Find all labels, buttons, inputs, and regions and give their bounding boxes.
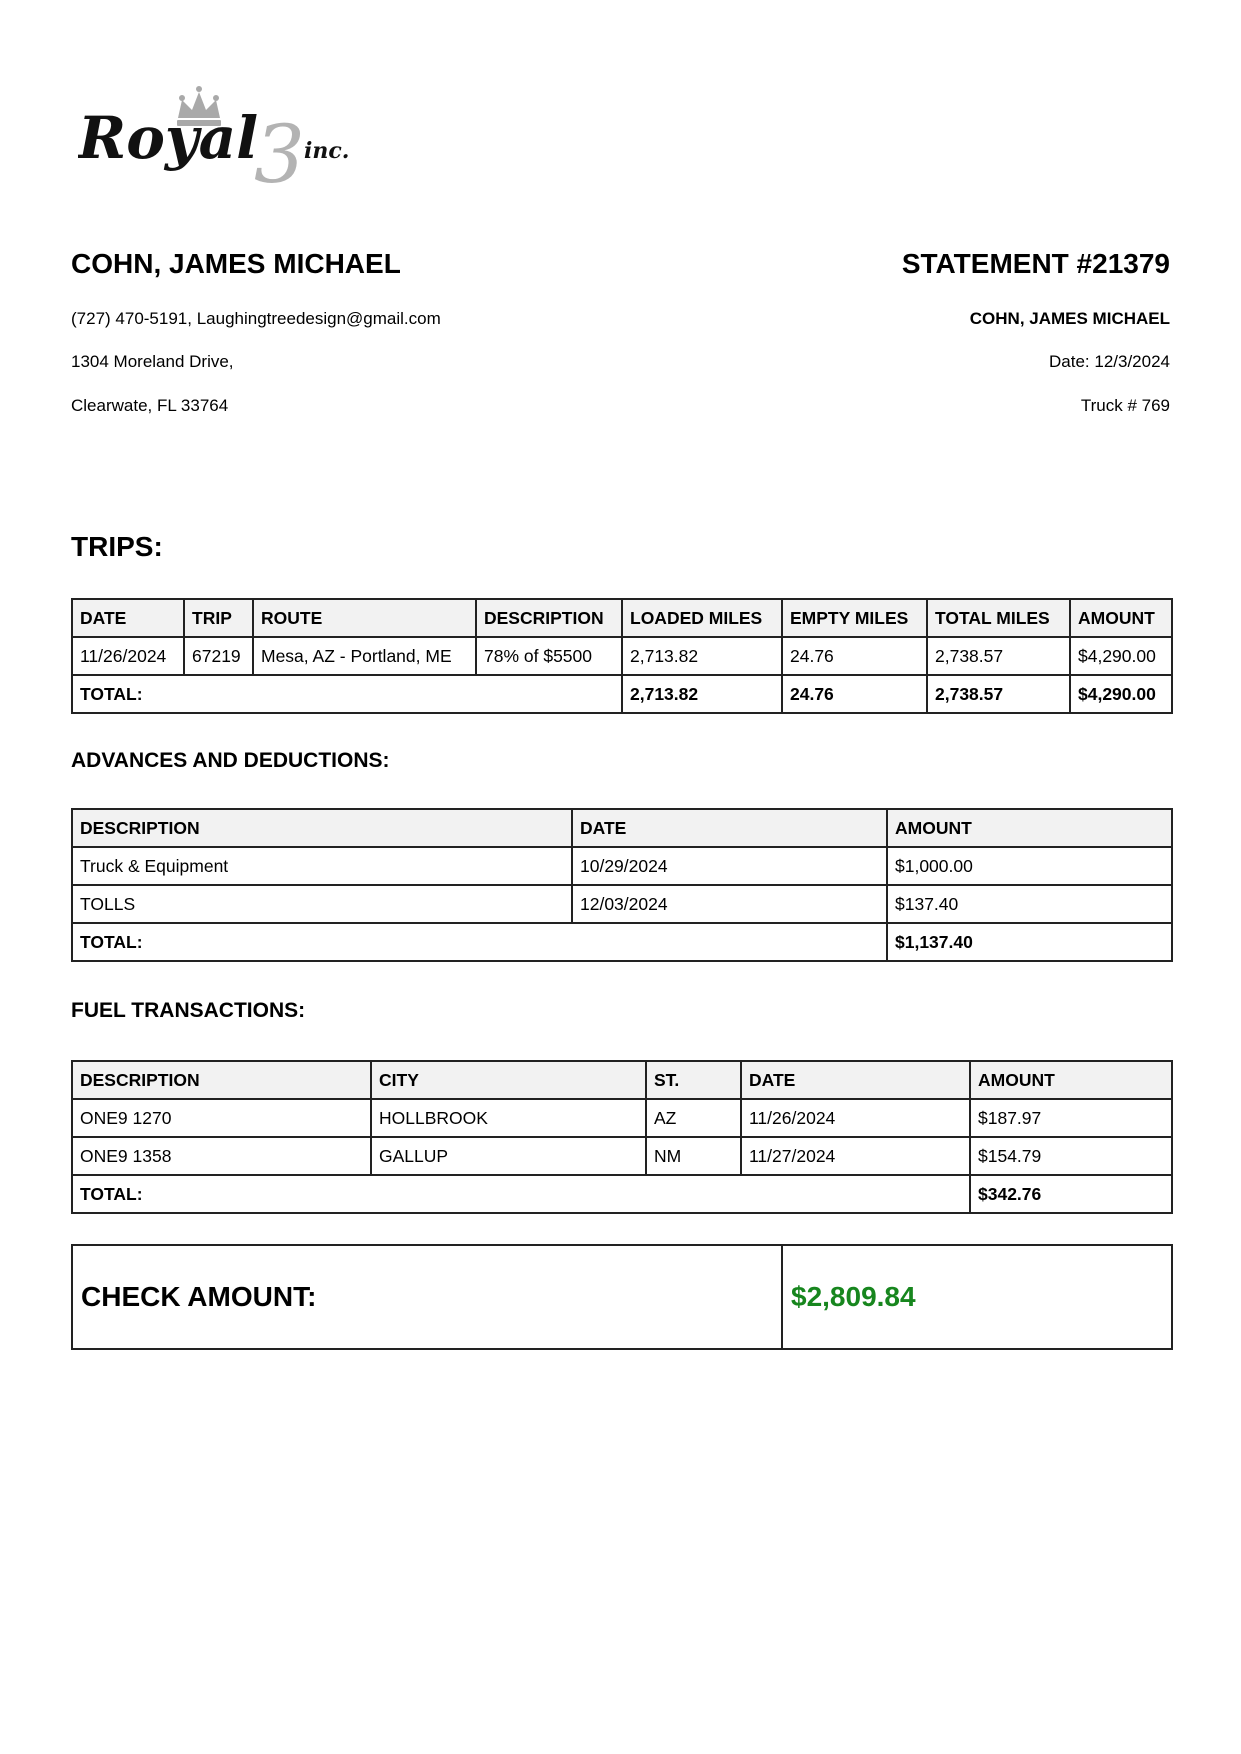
- advances-heading: ADVANCES AND DEDUCTIONS:: [71, 749, 390, 772]
- table-row: [72, 1099, 1172, 1137]
- column-header: AMOUNT: [1070, 599, 1172, 637]
- table-cell: $154.79: [970, 1137, 1172, 1175]
- table-cell: Truck & Equipment: [72, 847, 572, 885]
- table-cell: 11/26/2024: [72, 637, 184, 675]
- statement-truck: Truck # 769: [1080, 396, 1170, 415]
- column-header: CITY: [371, 1061, 646, 1099]
- advances-table: [71, 808, 1173, 962]
- column-header: DATE: [572, 809, 887, 847]
- table-row: [72, 847, 1172, 885]
- total-row: [72, 1175, 1172, 1213]
- contractor-address-line2: Clearwate, FL 33764: [71, 396, 229, 415]
- trips-table: [71, 598, 1173, 714]
- column-header: DATE: [741, 1061, 970, 1099]
- column-header: TOTAL MILES: [927, 599, 1070, 637]
- fuel-heading: FUEL TRANSACTIONS:: [71, 999, 306, 1022]
- contractor-contact: (727) 470-5191, Laughingtreedesign@gmail.com: [71, 309, 441, 328]
- statement-name: COHN, JAMES MICHAEL: [969, 309, 1170, 328]
- total-label: TOTAL:: [72, 1175, 970, 1213]
- table-cell: 24.76: [782, 637, 927, 675]
- column-header: AMOUNT: [887, 809, 1172, 847]
- table-cell: 78% of $5500: [476, 637, 622, 675]
- fuel-table: [71, 1060, 1173, 1214]
- table-cell: 67219: [184, 637, 253, 675]
- table-header-row: [72, 599, 1172, 637]
- check-amount-label: CHECK AMOUNT:: [72, 1245, 782, 1349]
- table-cell: 2,738.57: [927, 637, 1070, 675]
- total-empty-miles: 24.76: [782, 675, 927, 713]
- total-amount: $1,137.40: [887, 923, 1172, 961]
- column-header: DATE: [72, 599, 184, 637]
- contractor-address-line1: 1304 Moreland Drive,: [71, 352, 234, 371]
- total-row: [72, 675, 1172, 713]
- column-header: ROUTE: [253, 599, 476, 637]
- column-header: ST.: [646, 1061, 741, 1099]
- column-header: EMPTY MILES: [782, 599, 927, 637]
- statement-title: STATEMENT #21379: [901, 248, 1170, 279]
- logo-suffix: inc.: [304, 138, 350, 164]
- total-amount: $342.76: [970, 1175, 1172, 1213]
- logo-numeral: 3: [254, 108, 305, 190]
- column-header: LOADED MILES: [622, 599, 782, 637]
- table-cell: 10/29/2024: [572, 847, 887, 885]
- table-cell: 11/26/2024: [741, 1099, 970, 1137]
- check-amount-value: $2,809.84: [782, 1245, 1172, 1349]
- table-row: [72, 637, 1172, 675]
- table-header-row: [72, 1061, 1172, 1099]
- total-total-miles: 2,738.57: [927, 675, 1070, 713]
- statement-info: [610, 248, 1170, 415]
- table-cell: 12/03/2024: [572, 885, 887, 923]
- table-cell: $187.97: [970, 1099, 1172, 1137]
- column-header: AMOUNT: [970, 1061, 1172, 1099]
- check-row: [72, 1245, 1172, 1349]
- table-cell: GALLUP: [371, 1137, 646, 1175]
- contractor-info: [71, 248, 631, 415]
- table-cell: 11/27/2024: [741, 1137, 970, 1175]
- table-cell: 2,713.82: [622, 637, 782, 675]
- total-label: TOTAL:: [72, 675, 622, 713]
- table-header-row: [72, 809, 1172, 847]
- total-label: TOTAL:: [72, 923, 887, 961]
- statement-date: Date: 12/3/2024: [1049, 352, 1170, 371]
- table-cell: NM: [646, 1137, 741, 1175]
- column-header: TRIP: [184, 599, 253, 637]
- table-cell: Mesa, AZ - Portland, ME: [253, 637, 476, 675]
- table-cell: HOLLBROOK: [371, 1099, 646, 1137]
- check-amount-box: [71, 1244, 1173, 1350]
- table-cell: $4,290.00: [1070, 637, 1172, 675]
- table-row: [72, 1137, 1172, 1175]
- table-cell: AZ: [646, 1099, 741, 1137]
- table-cell: $1,000.00: [887, 847, 1172, 885]
- column-header: DESCRIPTION: [476, 599, 622, 637]
- total-amount: $4,290.00: [1070, 675, 1172, 713]
- table-row: [72, 885, 1172, 923]
- column-header: DESCRIPTION: [72, 809, 572, 847]
- contractor-name: COHN, JAMES MICHAEL: [71, 248, 401, 279]
- table-cell: ONE9 1358: [72, 1137, 371, 1175]
- table-cell: ONE9 1270: [72, 1099, 371, 1137]
- total-row: [72, 923, 1172, 961]
- trips-heading: TRIPS:: [71, 531, 163, 562]
- table-cell: $137.40: [887, 885, 1172, 923]
- column-header: DESCRIPTION: [72, 1061, 371, 1099]
- table-cell: TOLLS: [72, 885, 572, 923]
- logo-wordmark: Royal: [78, 104, 259, 172]
- royal3-logo: [78, 78, 388, 190]
- total-loaded-miles: 2,713.82: [622, 675, 782, 713]
